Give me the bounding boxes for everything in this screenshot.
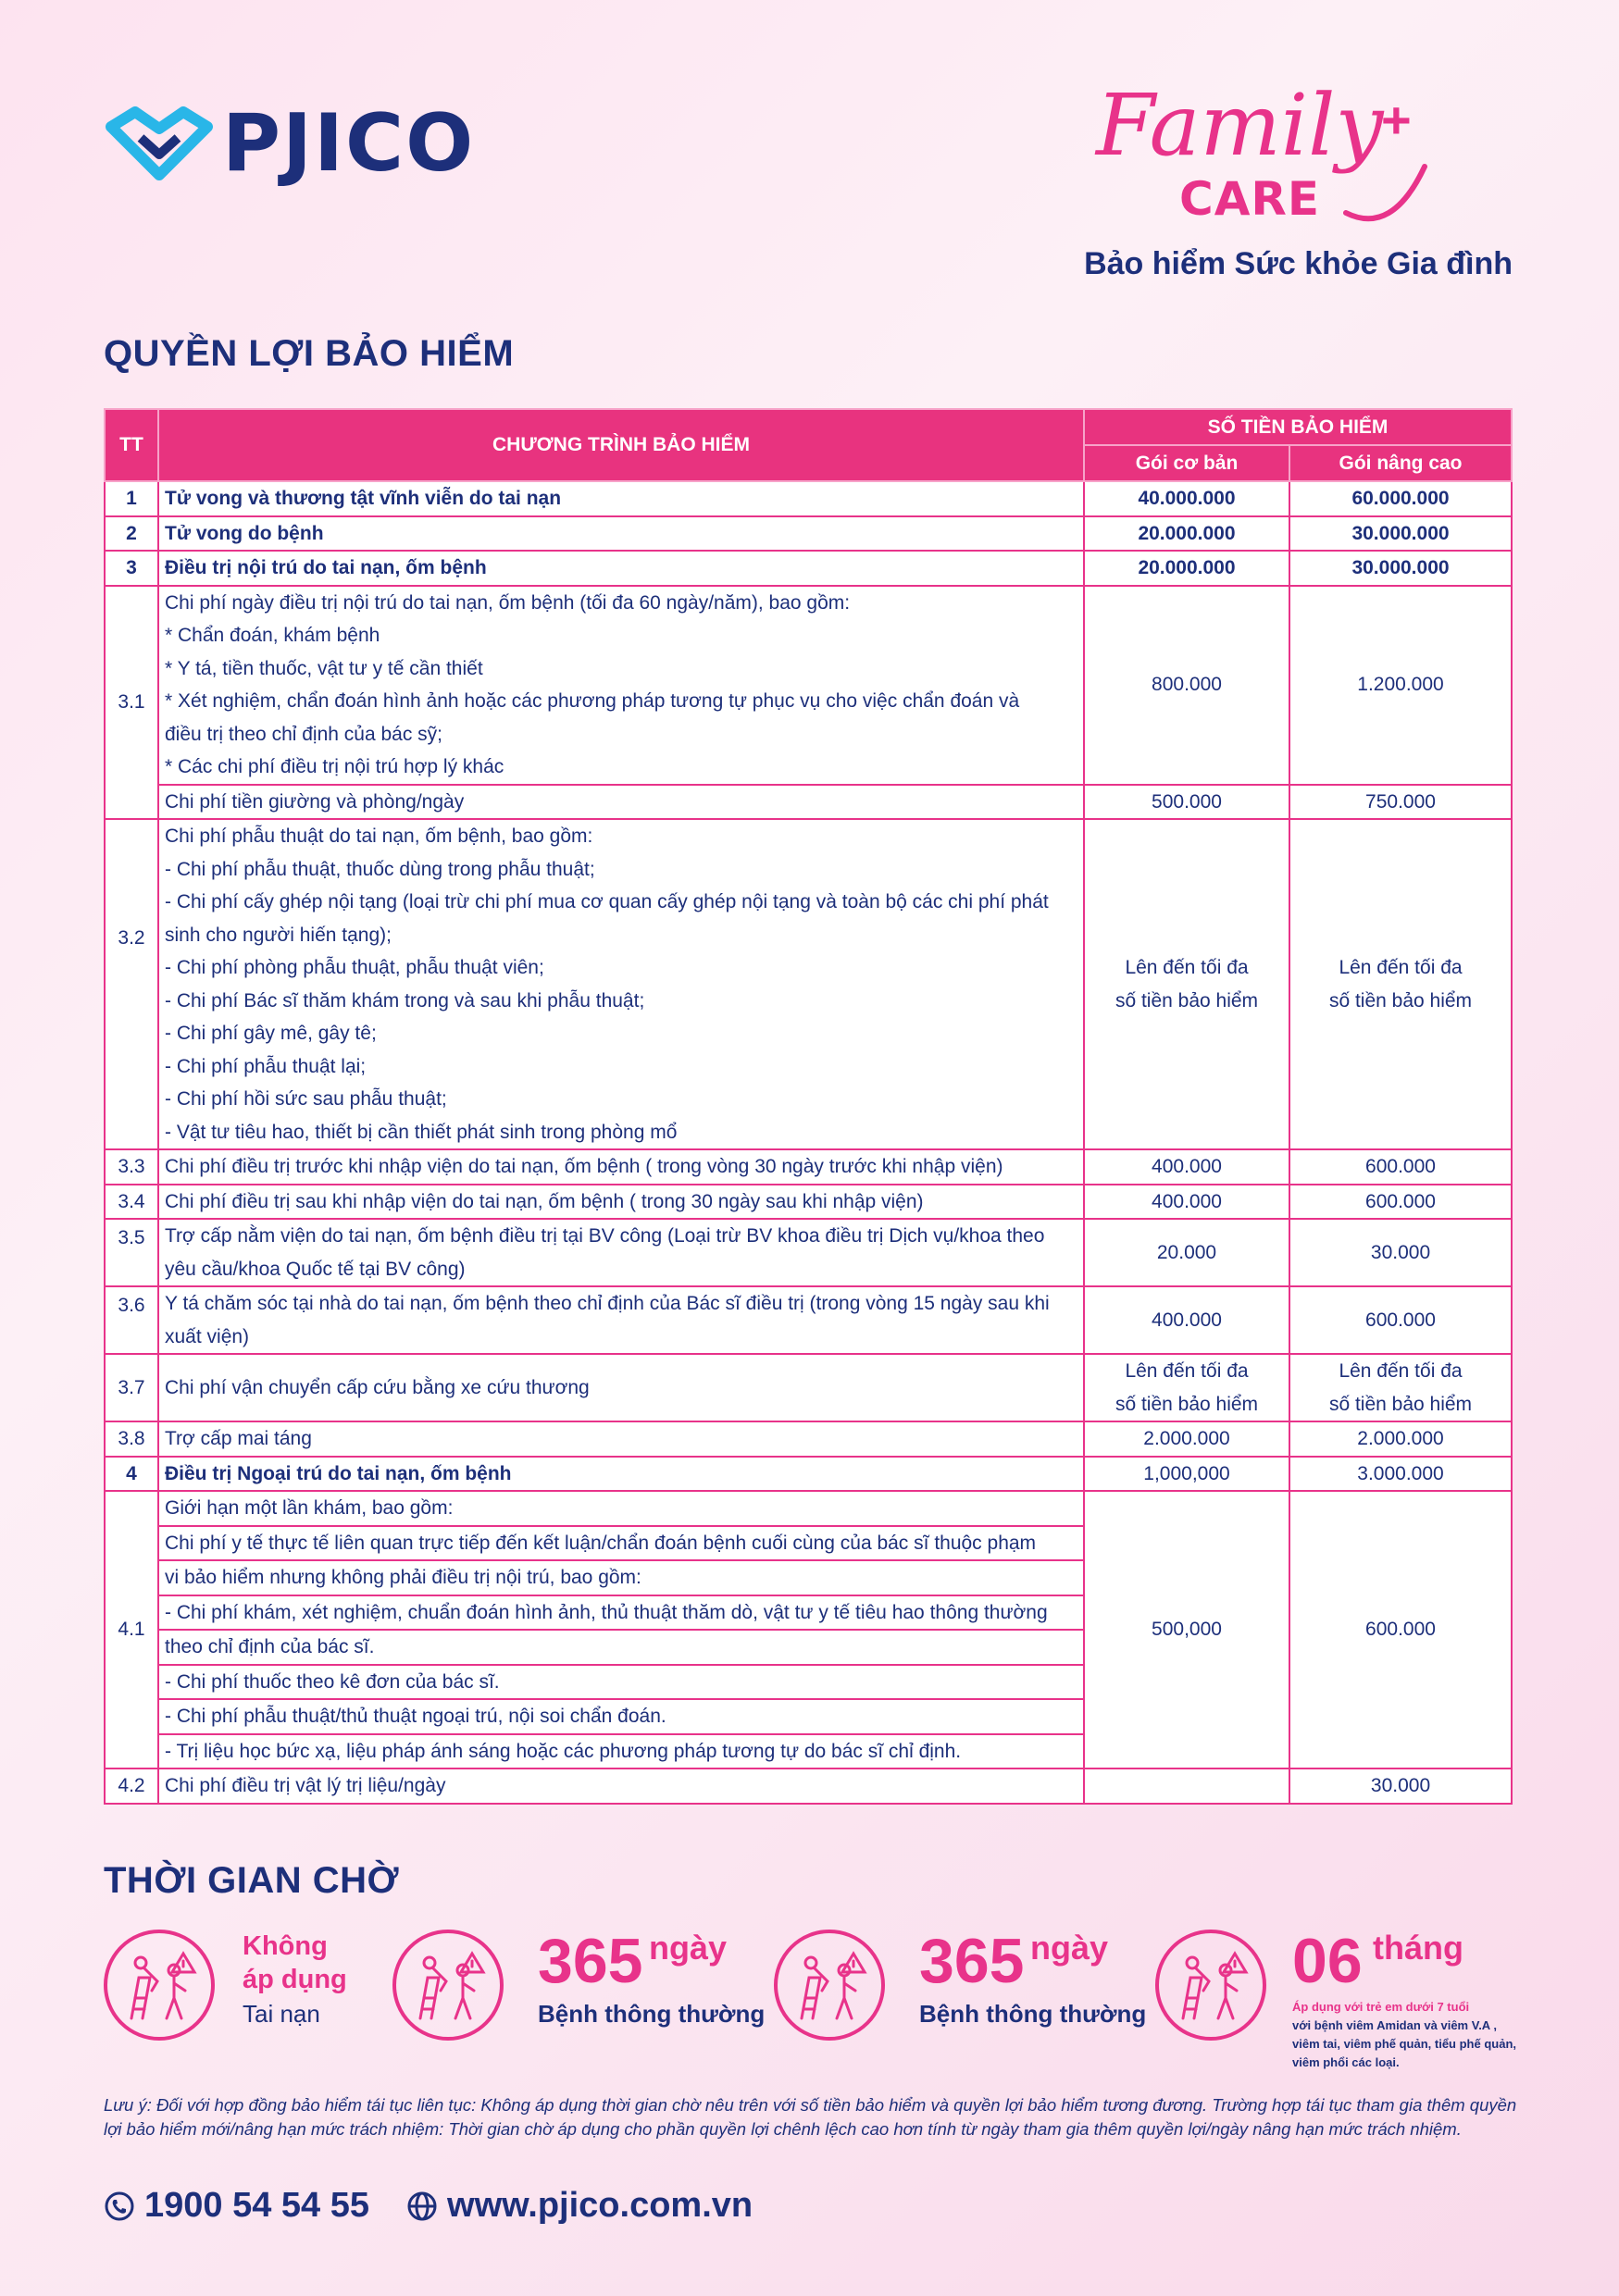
accident-fall-icon xyxy=(1155,1930,1266,2041)
row-basic: 400.000 xyxy=(1084,1286,1289,1354)
list-item: Chi phí ngày điều trị nội trú do tai nạn, ốm bệnh (tối đa 60 ngày/năm), bao gồm: xyxy=(165,591,851,614)
product-script: Family xyxy=(1096,76,1384,175)
row-desc: - Chi phí phẫu thuật/thủ thuật ngoại trú, nội soi chẩn đoán. xyxy=(158,1699,1084,1734)
row-desc: Giới hạn một lần khám, bao gồm: xyxy=(158,1491,1084,1526)
row-tt: 4.1 xyxy=(105,1491,158,1769)
row-desc: - Chi phí thuốc theo kê đơn của bác sĩ. xyxy=(158,1665,1084,1700)
list-item: xuất viện) xyxy=(165,1325,250,1347)
globe-icon xyxy=(406,2191,438,2222)
table-row xyxy=(105,1354,1512,1421)
table-row xyxy=(105,1219,1512,1286)
table-row xyxy=(105,481,1512,516)
amount-line: Lên đến tối đa xyxy=(1125,957,1249,978)
list-item: - Chi phí phẫu thuật lại; xyxy=(165,1055,367,1077)
list-item: - Vật tư tiêu hao, thiết bị cần thiết phát sinh trong phòng mổ xyxy=(165,1121,678,1143)
table-row xyxy=(105,1421,1512,1457)
header-basic: Gói cơ bản xyxy=(1084,445,1289,481)
row-desc-list xyxy=(158,1286,1084,1354)
note-line: viêm tai, viêm phế quản, tiểu phế quản, xyxy=(1292,2037,1516,2051)
list-item: - Chi phí hồi sức sau phẫu thuật; xyxy=(165,1088,447,1110)
waiting-line: Không xyxy=(243,1931,328,1961)
row-desc: - Chi phí khám, xét nghiệm, chuẩn đoán hình ảnh, thủ thuật thăm dò, vật tư y tế tiêu hao thông thường xyxy=(158,1595,1084,1631)
row-desc: Tử vong và thương tật vĩnh viễn do tai nạn xyxy=(158,481,1084,516)
waiting-item-children xyxy=(1155,1926,1548,2069)
row-tt: 3.8 xyxy=(105,1421,158,1457)
pjico-heart-icon xyxy=(104,106,215,180)
waiting-unit: ngày xyxy=(1030,1929,1109,1967)
row-desc: Chi phí điều trị vật lý trị liệu/ngày xyxy=(158,1769,1084,1804)
row-tt: 3.4 xyxy=(105,1185,158,1220)
swoosh-icon xyxy=(1337,148,1448,231)
row-adv: 600.000 xyxy=(1289,1491,1512,1769)
row-adv: 30.000.000 xyxy=(1289,516,1512,552)
row-adv: 2.000.000 xyxy=(1289,1421,1512,1457)
row-desc: Điều trị nội trú do tai nạn, ốm bệnh xyxy=(158,551,1084,586)
row-adv: 1.200.000 xyxy=(1289,586,1512,785)
row-adv: 600.000 xyxy=(1289,1185,1512,1220)
list-item: Chi phí phẫu thuật do tai nạn, ốm bệnh, bao gồm: xyxy=(165,825,593,847)
row-desc: Chi phí y tế thực tế liên quan trực tiếp đến kết luận/chẩn đoán bệnh cuối cùng của bác sĩ thuộc phạm xyxy=(158,1526,1084,1561)
row-tt: 3.2 xyxy=(105,819,158,1149)
waiting-text xyxy=(243,1930,347,1996)
list-item: - Chi phí gây mê, gây tê; xyxy=(165,1023,377,1044)
row-tt: 3.5 xyxy=(105,1219,158,1286)
row-adv xyxy=(1289,1354,1512,1421)
row-desc: Tử vong do bệnh xyxy=(158,516,1084,552)
waiting-label: Bệnh thông thường xyxy=(919,2000,1147,2028)
table-row xyxy=(105,516,1512,552)
header-program: CHƯƠNG TRÌNH BẢO HIỂM xyxy=(158,409,1084,481)
row-basic: 800.000 xyxy=(1084,586,1289,785)
list-item: * Các chi phí điều trị nội trú hợp lý khác xyxy=(165,756,504,777)
row-tt: 3.7 xyxy=(105,1354,158,1421)
row-basic: 500.000 xyxy=(1084,785,1289,820)
amount-line: Lên đến tối đa xyxy=(1125,1360,1249,1382)
footer-website[interactable]: www.pjico.com.vn xyxy=(447,2186,753,2225)
row-adv xyxy=(1289,819,1512,1149)
table-row xyxy=(105,1286,1512,1354)
table-row xyxy=(105,1457,1512,1492)
table-row xyxy=(105,1185,1512,1220)
header-advanced: Gói nâng cao xyxy=(1289,445,1512,481)
list-item: - Chi phí Bác sĩ thăm khám trong và sau khi phẫu thuật; xyxy=(165,989,645,1011)
waiting-unit: tháng xyxy=(1373,1929,1463,1967)
row-desc: vi bảo hiểm nhưng không phải điều trị nội trú, bao gồm: xyxy=(158,1560,1084,1595)
row-adv: 30.000.000 xyxy=(1289,551,1512,586)
amount-line: số tiền bảo hiểm xyxy=(1328,1393,1473,1415)
row-adv: 3.000.000 xyxy=(1289,1457,1512,1492)
row-basic: 20.000.000 xyxy=(1084,551,1289,586)
list-item: điều trị theo chỉ định của bác sỹ; xyxy=(165,723,443,745)
row-tt: 3.6 xyxy=(105,1286,158,1354)
row-adv: 600.000 xyxy=(1289,1286,1512,1354)
waiting-item-common-1 xyxy=(392,1926,766,2050)
waiting-title: THỜI GIAN CHỜ xyxy=(104,1860,400,1901)
waiting-line: áp dụng xyxy=(243,1965,347,1994)
amount-line: Lên đến tối đa xyxy=(1339,1360,1463,1382)
row-tt: 3.3 xyxy=(105,1149,158,1185)
header-tt: TT xyxy=(105,409,158,481)
note-line: viêm phổi các loại. xyxy=(1292,2055,1400,2069)
row-desc: Điều trị Ngoại trú do tai nạn, ốm bệnh xyxy=(158,1457,1084,1492)
note-line: Áp dụng với trẻ em dưới 7 tuổi xyxy=(1292,2000,1470,2014)
row-basic: 500,000 xyxy=(1084,1491,1289,1769)
pjico-logo xyxy=(104,97,476,190)
list-item: yêu cầu/khoa Quốc tế tại BV công) xyxy=(165,1258,466,1280)
row-basic xyxy=(1084,1769,1289,1804)
phone-icon xyxy=(104,2191,135,2222)
row-basic: 20.000 xyxy=(1084,1219,1289,1286)
row-basic: 1,000,000 xyxy=(1084,1457,1289,1492)
accident-fall-icon xyxy=(774,1930,885,2041)
waiting-items xyxy=(104,1926,1548,2069)
row-tt: 3.1 xyxy=(105,586,158,820)
amount-line: số tiền bảo hiểm xyxy=(1115,1393,1259,1415)
row-adv: 600.000 xyxy=(1289,1149,1512,1185)
row-basic: 20.000.000 xyxy=(1084,516,1289,552)
waiting-number: 365 xyxy=(919,1926,1025,1996)
renewal-note: Lưu ý: Đối với hợp đồng bảo hiểm tái tục liên tục: Không áp dụng thời gian chờ nêu trên với số tiền bảo hiểm và quyền lợi bảo hiểm tương đương. Trường hợp tái tục tham gia thêm quyền lợi bảo hiểm mới/nâng hạn mức trách nhiệm: Thời gian chờ áp dụng cho phần quyền lợi chênh lệch cao hơn tính từ ngày tham gia thêm quyền lợi/ngày nâng hạn mức trách nhiệm. xyxy=(104,2095,1517,2139)
row-basic xyxy=(1084,1354,1289,1421)
amount-line: Lên đến tối đa xyxy=(1339,957,1463,978)
accident-fall-icon xyxy=(104,1930,215,2041)
row-desc: Chi phí điều trị trước khi nhập viện do tai nạn, ốm bệnh ( trong vòng 30 ngày trước khi nhập viện) xyxy=(158,1149,1084,1185)
list-item: - Chi phí phòng phẫu thuật, phẫu thuật viên; xyxy=(165,957,544,978)
note-line: với bệnh viêm Amidan và viêm V.A , xyxy=(1292,2018,1497,2032)
row-desc: Trợ cấp mai táng xyxy=(158,1421,1084,1457)
table-row xyxy=(105,785,1512,820)
table-row xyxy=(105,551,1512,586)
list-item: * Xét nghiệm, chẩn đoán hình ảnh hoặc các phương pháp tương tự phục vụ cho việc chẩn đoán và xyxy=(165,690,1020,712)
table-row xyxy=(105,1769,1512,1804)
waiting-item-accident xyxy=(104,1930,381,2050)
row-adv: 30.000 xyxy=(1289,1769,1512,1804)
amount-line: số tiền bảo hiểm xyxy=(1115,989,1259,1011)
product-plus: + xyxy=(1381,91,1412,149)
waiting-item-common-2 xyxy=(774,1926,1147,2050)
list-item: Y tá chăm sóc tại nhà do tai nạn, ốm bệnh theo chỉ định của Bác sĩ điều trị (trong vòng 15 ngày sau khi xyxy=(165,1293,1050,1314)
list-item: sinh cho người hiến tạng); xyxy=(165,924,392,946)
row-desc: Chi phí điều trị sau khi nhập viện do tai nạn, ốm bệnh ( trong 30 ngày sau khi nhập viện) xyxy=(158,1185,1084,1220)
waiting-number: 06 xyxy=(1292,1926,1363,1996)
row-desc-list xyxy=(158,586,1084,785)
header-sum-insured: SỐ TIỀN BẢO HIỂM xyxy=(1084,409,1512,445)
table-row xyxy=(105,1149,1512,1185)
waiting-label: Tai nạn xyxy=(243,2000,320,2028)
waiting-label: Bệnh thông thường xyxy=(538,2000,766,2028)
row-tt: 4.2 xyxy=(105,1769,158,1804)
product-subtitle: Bảo hiểm Sức khỏe Gia đình xyxy=(1084,246,1513,281)
list-item: - Chi phí phẫu thuật, thuốc dùng trong phẫu thuật; xyxy=(165,858,595,880)
row-basic: 400.000 xyxy=(1084,1149,1289,1185)
list-item: Trợ cấp nằm viện do tai nạn, ốm bệnh điều trị tại BV công (Loại trừ BV khoa điều trị Dịch vụ/khoa theo xyxy=(165,1225,1045,1247)
brand-name: PJICO xyxy=(222,97,476,190)
table-row xyxy=(105,1491,1512,1526)
row-desc: Chi phí tiền giường và phòng/ngày xyxy=(158,785,1084,820)
list-item: * Chẩn đoán, khám bệnh xyxy=(165,625,380,646)
waiting-number: 365 xyxy=(538,1926,643,1996)
row-adv: 30.000 xyxy=(1289,1219,1512,1286)
row-basic: 40.000.000 xyxy=(1084,481,1289,516)
product-logo xyxy=(1031,76,1513,287)
list-item: - Chi phí cấy ghép nội tạng (loại trừ chi phí mua cơ quan cấy ghép nội tạng và toàn bộ các chi phí phát xyxy=(165,891,1049,912)
table-row xyxy=(105,586,1512,785)
row-desc: - Trị liệu học bức xạ, liệu pháp ánh sáng hoặc các phương pháp tương tự do bác sĩ chỉ định. xyxy=(158,1734,1084,1769)
footer-phone[interactable]: 1900 54 54 55 xyxy=(144,2186,370,2225)
accident-fall-icon xyxy=(392,1930,504,2041)
row-basic: 2.000.000 xyxy=(1084,1421,1289,1457)
row-desc-list xyxy=(158,819,1084,1149)
product-care: CARE xyxy=(1179,172,1321,226)
list-item: * Y tá, tiền thuốc, vật tư y tế cần thiết xyxy=(165,657,483,679)
row-tt: 3 xyxy=(105,551,158,586)
waiting-unit: ngày xyxy=(649,1929,728,1967)
row-basic xyxy=(1084,819,1289,1149)
row-desc: theo chỉ định của bác sĩ. xyxy=(158,1630,1084,1665)
benefits-title: QUYỀN LỢI BẢO HIỂM xyxy=(104,333,515,374)
row-desc-list xyxy=(158,1219,1084,1286)
row-adv: 750.000 xyxy=(1289,785,1512,820)
row-adv: 60.000.000 xyxy=(1289,481,1512,516)
waiting-note xyxy=(1292,1998,1548,2072)
table-row xyxy=(105,819,1512,1149)
row-tt: 2 xyxy=(105,516,158,552)
row-basic: 400.000 xyxy=(1084,1185,1289,1220)
benefits-table xyxy=(104,408,1513,1805)
row-desc: Chi phí vận chuyển cấp cứu bằng xe cứu thương xyxy=(158,1354,1084,1421)
row-tt: 4 xyxy=(105,1457,158,1492)
footer xyxy=(104,2186,753,2226)
amount-line: số tiền bảo hiểm xyxy=(1328,989,1473,1011)
row-tt: 1 xyxy=(105,481,158,516)
